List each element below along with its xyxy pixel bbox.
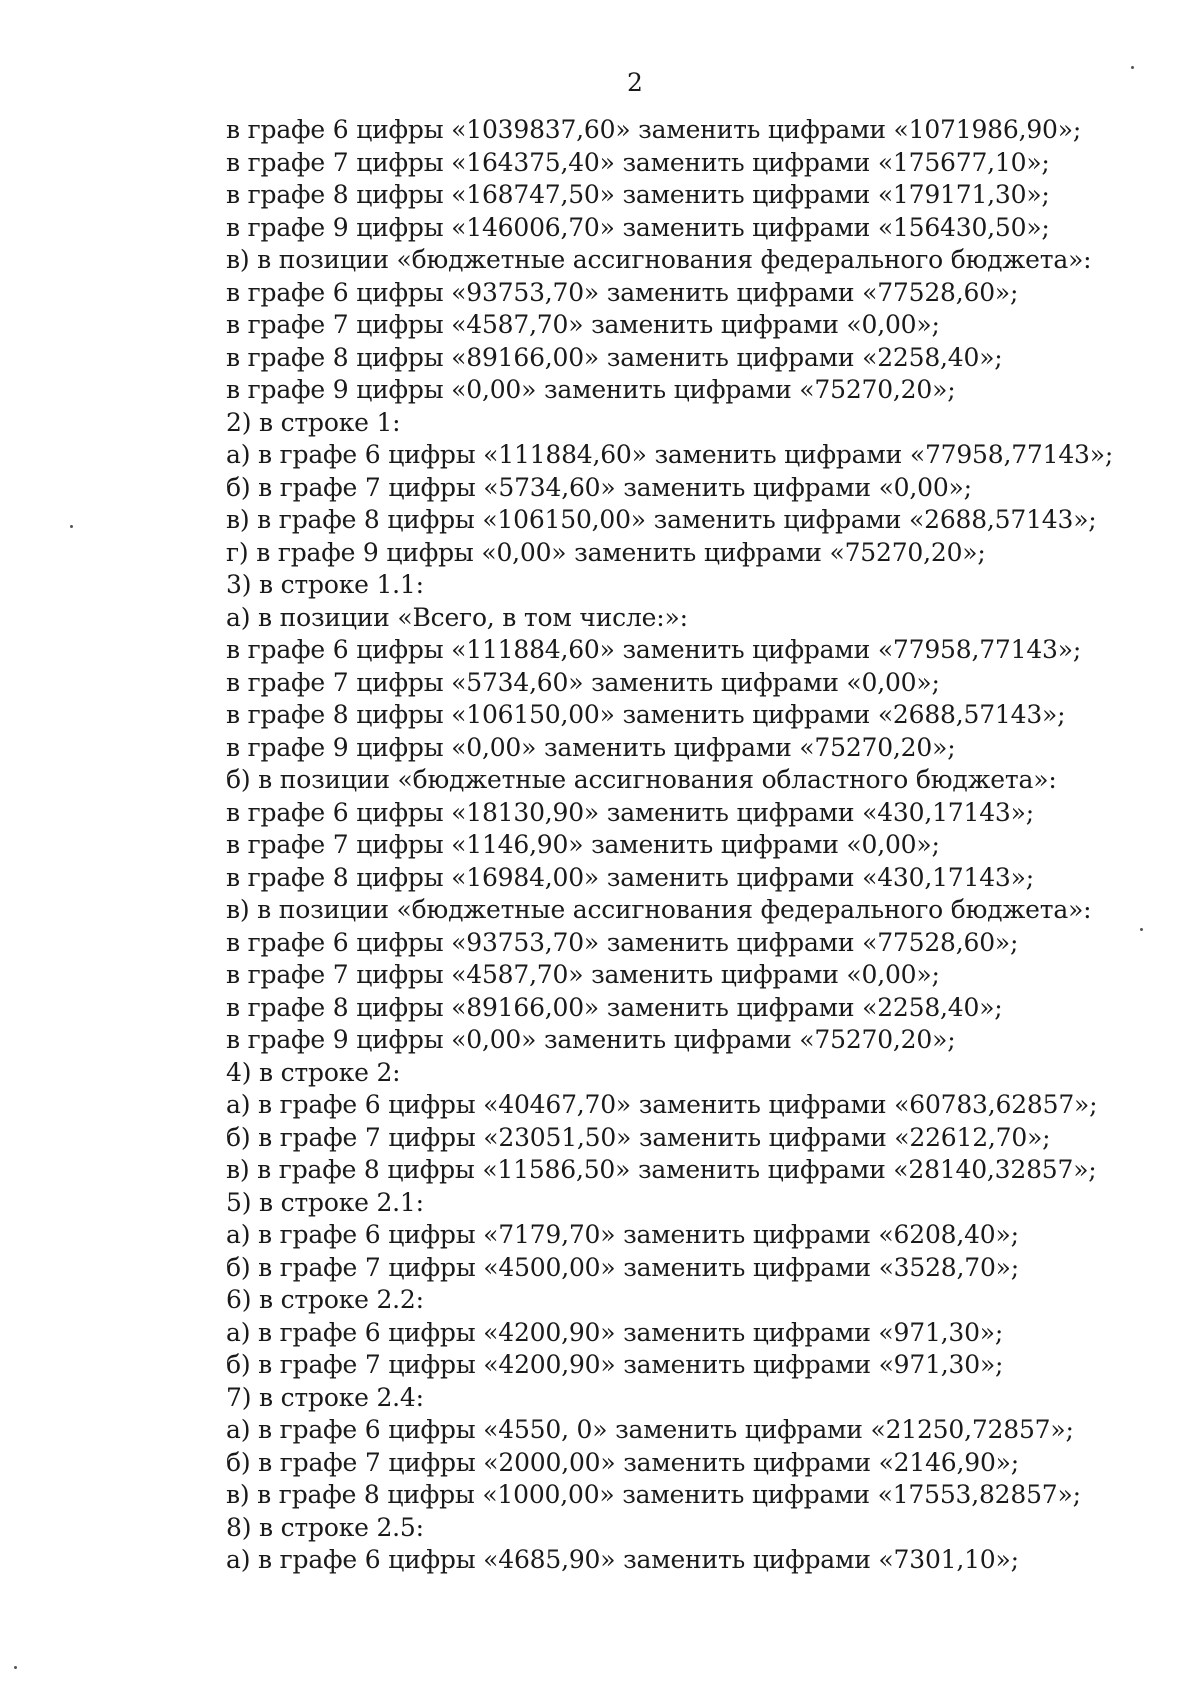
text-line: 6) в строке 2.2: [226,1285,424,1314]
text-line: в) в позиции «бюджетные ассигнования федерального бюджета»: [226,895,1092,924]
text-line: в графе 9 цифры «0,00» заменить цифрами «75270,20»; [226,732,956,762]
text-line: в графе 8 цифры «89166,00» заменить цифрами «2258,40»; [226,342,1003,372]
text-line: в графе 9 цифры «146006,70» заменить цифрами «156430,50»; [226,212,1050,242]
scan-speck [14,1666,17,1669]
text-line: в графе 8 цифры «89166,00» заменить цифрами «2258,40»; [226,992,1003,1022]
text-line: 4) в строке 2: [226,1057,401,1087]
text-line: в графе 8 цифры «106150,00» заменить цифрами «2688,57143»; [226,700,1066,729]
text-line: в графе 8 цифры «16984,00» заменить цифрами «430,17143»; [226,862,1034,892]
text-line: в графе 6 цифры «93753,70» заменить цифрами «77528,60»; [226,277,1019,307]
text-line: а) в графе 6 цифры «40467,70» заменить цифрами «60783,62857»; [226,1090,1098,1119]
scan-speck [1131,66,1134,69]
text-line: 8) в строке 2.5: [226,1512,424,1542]
text-line: в графе 8 цифры «168747,50» заменить цифрами «179171,30»; [226,180,1050,209]
text-line: б) в графе 7 цифры «5734,60» заменить цифрами «0,00»; [226,472,972,502]
text-line: а) в графе 6 цифры «4685,90» заменить цифрами «7301,10»; [226,1545,1019,1574]
scan-speck [70,525,73,528]
text-line: в графе 6 цифры «111884,60» заменить цифрами «77958,77143»; [226,635,1082,664]
text-line: в графе 7 цифры «4587,70» заменить цифрами «0,00»; [226,960,940,989]
page-number: 2 [627,68,643,97]
text-line: в графе 9 цифры «0,00» заменить цифрами «75270,20»; [226,375,956,404]
text-line: в графе 6 цифры «18130,90» заменить цифрами «430,17143»; [226,797,1034,827]
text-line: в) в графе 8 цифры «1000,00» заменить цифрами «17553,82857»; [226,1480,1081,1509]
scan-speck [1140,928,1143,931]
text-line: в графе 6 цифры «1039837,60» заменить цифрами «1071986,90»; [226,115,1082,144]
text-line: 5) в строке 2.1: [226,1187,424,1217]
text-line: б) в графе 7 цифры «4500,00» заменить цифрами «3528,70»; [226,1252,1019,1282]
text-line: а) в графе 6 цифры «4550, 0» заменить цифрами «21250,72857»; [226,1415,1074,1444]
text-line: в графе 6 цифры «93753,70» заменить цифрами «77528,60»; [226,927,1019,957]
text-line: в) в позиции «бюджетные ассигнования федерального бюджета»: [226,245,1092,274]
text-line: б) в графе 7 цифры «2000,00» заменить цифрами «2146,90»; [226,1447,1019,1477]
text-line: 7) в строке 2.4: [226,1382,424,1412]
text-line: а) в позиции «Всего, в том числе:»: [226,602,688,632]
text-line: 3) в строке 1.1: [226,570,424,599]
document-body [226,114,1156,1577]
text-line: в) в графе 8 цифры «11586,50» заменить цифрами «28140,32857»; [226,1155,1097,1184]
text-line: в графе 7 цифры «1146,90» заменить цифрами «0,00»; [226,830,940,859]
text-line: б) в позиции «бюджетные ассигнования областного бюджета»: [226,765,1057,794]
text-line: в графе 7 цифры «4587,70» заменить цифрами «0,00»; [226,310,940,339]
text-line: а) в графе 6 цифры «4200,90» заменить цифрами «971,30»; [226,1317,1004,1347]
text-line: в графе 7 цифры «5734,60» заменить цифрами «0,00»; [226,667,940,697]
text-line: б) в графе 7 цифры «4200,90» заменить цифрами «971,30»; [226,1350,1004,1379]
text-line: г) в графе 9 цифры «0,00» заменить цифрами «75270,20»; [226,537,986,567]
text-line: в) в графе 8 цифры «106150,00» заменить цифрами «2688,57143»; [226,505,1097,534]
text-line: 2) в строке 1: [226,407,401,437]
text-line: б) в графе 7 цифры «23051,50» заменить цифрами «22612,70»; [226,1122,1051,1152]
text-line: а) в графе 6 цифры «7179,70» заменить цифрами «6208,40»; [226,1220,1019,1249]
text-line: в графе 7 цифры «164375,40» заменить цифрами «175677,10»; [226,147,1050,177]
text-line: в графе 9 цифры «0,00» заменить цифрами «75270,20»; [226,1025,956,1054]
text-line: а) в графе 6 цифры «111884,60» заменить цифрами «77958,77143»; [226,440,1114,469]
